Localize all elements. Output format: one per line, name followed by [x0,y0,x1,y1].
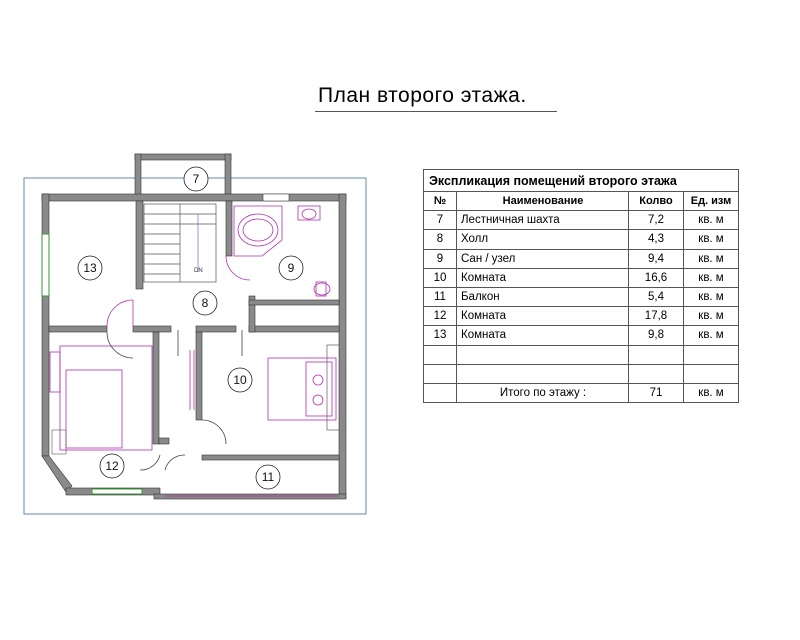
row-unit: кв. м [684,268,739,287]
row-unit: кв. м [684,230,739,249]
row-name: Комната [457,268,629,287]
row-number: 11 [424,287,457,306]
table-row [424,230,739,249]
header-qty: Колво [629,192,684,211]
total-qty: 71 [629,383,684,402]
interior-walls [49,201,339,460]
table-empty-row [424,345,739,364]
table-row [424,307,739,326]
row-name: Комната [457,326,629,345]
total-label: Итого по этажу : [457,383,629,402]
table-row [424,287,739,306]
header-name: Наименование [457,192,629,211]
bed-room-12 [50,346,152,450]
table-caption: Экспликация помещений второго этажа [424,170,739,192]
bed-room-10 [190,350,336,420]
row-name: Балкон [457,287,629,306]
row-unit: кв. м [684,326,739,345]
row-qty: 7,2 [629,211,684,230]
plan-title: План второго этажа. [318,84,527,107]
row-name: Комната [457,307,629,326]
row-name: Холл [457,230,629,249]
exterior-walls [42,194,346,499]
table-row [424,211,739,230]
row-qty: 9,8 [629,326,684,345]
table-total-row [424,383,739,402]
room-label-13: 13 [83,261,97,275]
row-name: Лестничная шахта [457,211,629,230]
bathroom-fixtures [234,206,330,296]
row-number: 12 [424,307,457,326]
row-qty: 16,6 [629,268,684,287]
table-empty-row [424,364,739,383]
table-header-row [424,192,739,211]
header-number: № [424,192,457,211]
row-qty: 9,4 [629,249,684,268]
room-label-10: 10 [233,373,247,387]
stairs [144,204,216,282]
window-openings [263,194,339,430]
room-label-7: 7 [192,172,200,186]
row-number: 10 [424,268,457,287]
row-qty: 4,3 [629,230,684,249]
room-schedule-table [423,169,739,403]
room-label-8: 8 [201,296,209,310]
room-label-9: 9 [287,261,295,275]
row-number: 9 [424,249,457,268]
row-unit: кв. м [684,211,739,230]
doors [107,256,250,470]
row-number: 8 [424,230,457,249]
total-unit: кв. м [684,383,739,402]
table-row [424,326,739,345]
stair-shaft [135,154,231,196]
row-number: 7 [424,211,457,230]
row-name: Сан / узел [457,249,629,268]
room-label-12: 12 [105,459,119,473]
row-unit: кв. м [684,249,739,268]
stair-direction-label: DN [194,268,203,274]
header-unit: Ед. изм [684,192,739,211]
row-qty: 5,4 [629,287,684,306]
row-qty: 17,8 [629,307,684,326]
row-unit: кв. м [684,287,739,306]
room-label-11: 11 [261,470,275,484]
table-row [424,249,739,268]
row-unit: кв. м [684,307,739,326]
row-number: 13 [424,326,457,345]
table-row [424,268,739,287]
